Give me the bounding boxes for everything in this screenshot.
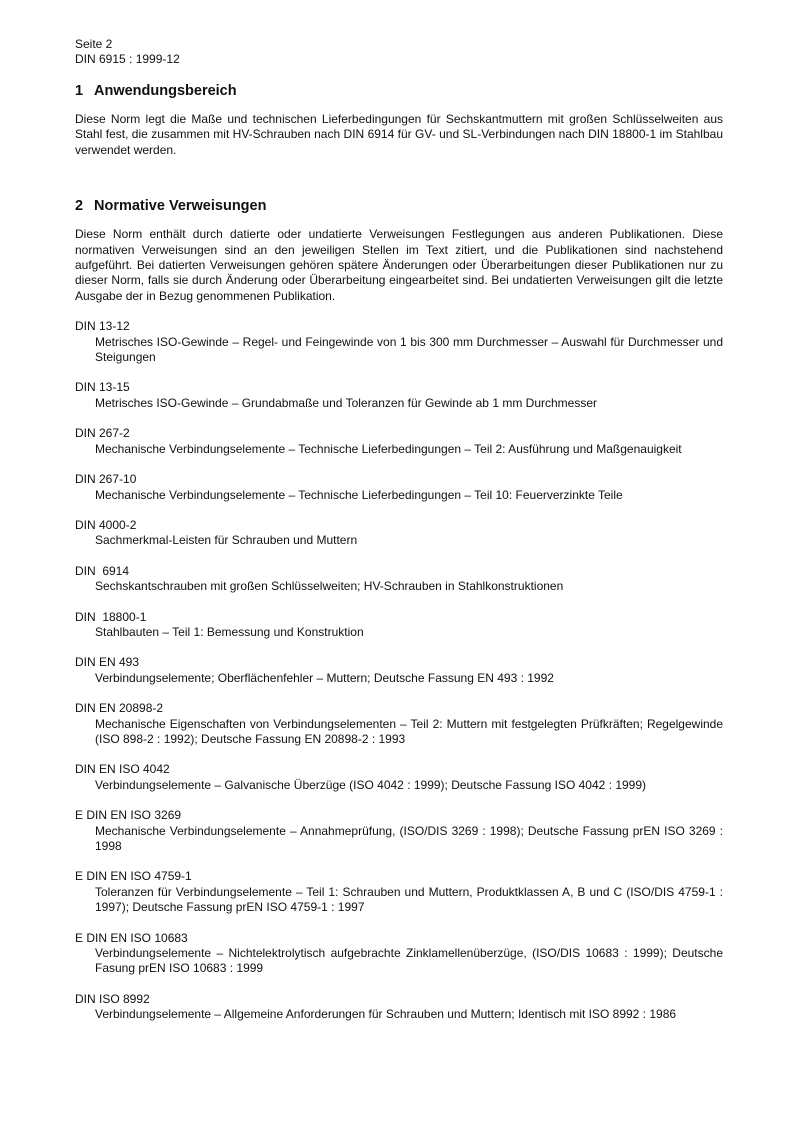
reference-code: DIN 267-10	[75, 472, 137, 487]
reference-item	[75, 931, 723, 977]
reference-title: Verbindungselemente – Allgemeine Anforderungen für Schrauben und Muttern; Identisch mit ISO 8992 : 1986	[95, 1007, 677, 1022]
reference-title: Verbindungselemente; Oberflächenfehler – Muttern; Deutsche Fassung EN 493 : 1992	[95, 670, 554, 685]
section-heading-normative-references	[75, 197, 723, 215]
reference-title: Mechanische Verbindungselemente – Annahmeprüfung, (ISO/DIS 3269 : 1998); Deutsche Fassung prEN ISO 3269 : 1998	[95, 823, 723, 853]
reference-item	[75, 518, 723, 549]
reference-code: DIN EN ISO 4042	[75, 762, 170, 777]
section-title: Normative Verweisungen	[94, 198, 267, 215]
reference-title: Metrisches ISO-Gewinde – Regel- und Feingewinde von 1 bis 300 mm Durchmesser – Auswahl für Durchmesser und Steigungen	[95, 334, 723, 365]
reference-code: E DIN EN ISO 4759-1	[75, 869, 192, 884]
reference-item	[75, 655, 723, 686]
reference-code: DIN 13-12	[75, 319, 130, 334]
reference-list	[75, 319, 723, 1022]
normative-references-paragraph: Diese Norm enthält durch datierte oder undatierte Verweisungen Festlegungen aus anderen Publikationen. Diese normativen Verweisungen sind an den jeweiligen Stellen im Text zitiert, und die Publikationen sind nachstehend aufgeführt. Bei datierten Verweisungen gehören spätere Änderungen oder Überarbeitungen dieser Publikationen nur zu dieser Norm, falls sie durch Änderung oder Überarbeitung eingearbeitet sind. Bei undatierten Verweisungen gilt die letzte Ausgabe der in Bezug genommenen Publikation.	[75, 227, 723, 303]
reference-item	[75, 472, 723, 503]
document-page	[75, 37, 723, 1038]
reference-title: Toleranzen für Verbindungselemente – Teil 1: Schrauben und Muttern, Produktklassen A, B und C (ISO/DIS 4759-1 : 1997); Deutsche Fassung prEN ISO 4759-1 : 1997	[95, 884, 723, 915]
reference-title: Mechanische Eigenschaften von Verbindungselementen – Teil 2: Muttern mit festgelegten Prüfkräften; Regelgewinde (ISO 898-2 : 1992); Deutsche Fassung EN 20898-2 : 1993	[95, 716, 723, 746]
page-number-label: Seite 2	[75, 37, 113, 51]
reference-code: DIN 18800-1	[75, 609, 147, 624]
section-heading-scope	[75, 82, 723, 100]
reference-code: DIN 13-15	[75, 380, 130, 395]
reference-title: Stahlbauten – Teil 1: Bemessung und Konstruktion	[95, 624, 364, 639]
reference-code: E DIN EN ISO 3269	[75, 808, 182, 823]
reference-item	[75, 319, 723, 365]
reference-code: DIN EN 20898-2	[75, 701, 164, 716]
reference-item	[75, 426, 723, 457]
reference-code: E DIN EN ISO 10683	[75, 930, 188, 945]
reference-item	[75, 564, 723, 595]
reference-title: Sechskantschrauben mit großen Schlüsselweiten; HV-Schrauben in Stahlkonstruktionen	[95, 579, 564, 594]
reference-item	[75, 610, 723, 641]
reference-title: Metrisches ISO-Gewinde – Grundabmaße und Toleranzen für Gewinde ab 1 mm Durchmesser	[95, 395, 598, 410]
reference-item	[75, 869, 723, 915]
reference-item	[75, 380, 723, 411]
reference-item	[75, 992, 723, 1023]
reference-title: Mechanische Verbindungselemente – Technische Lieferbedingungen – Teil 10: Feuerverzinkte Teile	[95, 487, 623, 502]
reference-title: Mechanische Verbindungselemente – Technische Lieferbedingungen – Teil 2: Ausführung und Maßgenauigkeit	[95, 441, 682, 456]
reference-code: DIN 4000-2	[75, 517, 137, 532]
reference-code: DIN 6914	[75, 563, 130, 578]
section-number: 2	[75, 198, 84, 215]
scope-paragraph: Diese Norm legt die Maße und technischen Lieferbedingungen für Sechskantmuttern mit großen Schlüsselweiten aus Stahl fest, die zusammen mit HV-Schrauben nach DIN 6914 für GV- und SL-Verbindungen nach DIN 18800-1 im Stahlbau verwendet werden.	[75, 112, 723, 157]
reference-item	[75, 808, 723, 854]
document-identifier: DIN 6915 : 1999-12	[75, 52, 180, 66]
reference-code: DIN ISO 8992	[75, 991, 150, 1006]
reference-title: Verbindungselemente – Galvanische Überzüge (ISO 4042 : 1999); Deutsche Fassung ISO 4042 : 1999)	[95, 777, 647, 792]
section-number: 1	[75, 83, 84, 99]
reference-code: DIN 267-2	[75, 426, 130, 441]
reference-code: DIN EN 493	[75, 655, 140, 670]
reference-item	[75, 762, 723, 793]
section-title: Anwendungsbereich	[94, 83, 237, 99]
reference-title: Sachmerkmal-Leisten für Schrauben und Muttern	[95, 533, 358, 548]
reference-title: Verbindungselemente – Nichtelektrolytisch aufgebrachte Zinklamellenüberzüge, (ISO/DIS 10683 : 1999); Deutsche Fasung prEN ISO 10683 : 1999	[95, 946, 723, 976]
reference-item	[75, 701, 723, 747]
